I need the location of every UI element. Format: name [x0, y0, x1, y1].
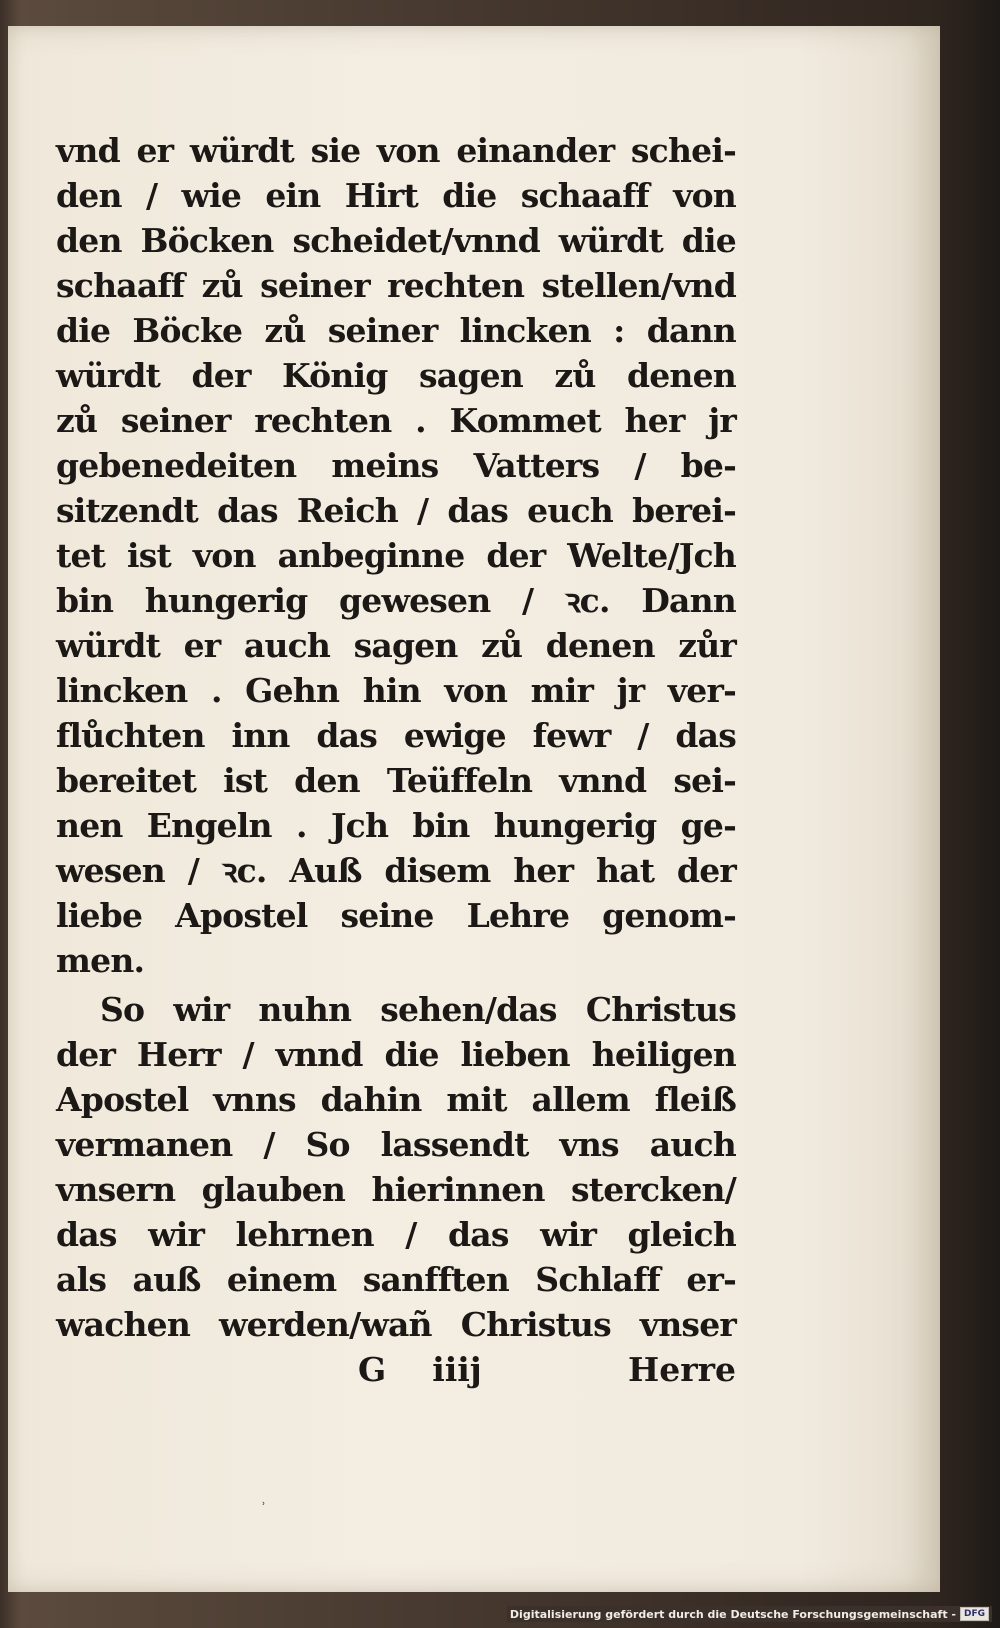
signature-number: iiij	[432, 1350, 482, 1389]
text-line: würdt der König sagen zů denen	[56, 356, 736, 395]
text-line: vnsern glauben hierinnen stercken/	[56, 1170, 736, 1209]
paragraph-1	[56, 128, 736, 983]
text-line: der Herr / vnnd die lieben heiligen	[56, 1035, 736, 1074]
footer-text: Digitalisierung gefördert durch die Deutsche Forschungsgemeinschaft -	[509, 1607, 956, 1621]
text-line: wesen / ꝛc. Auß disem her hat der	[56, 851, 736, 890]
text-line: zů seiner rechten . Kommet her jr	[56, 401, 736, 440]
text-line: vnd er würdt sie von einander schei-	[56, 131, 736, 170]
text-line: gebenedeiten meins Vatters / be-	[56, 446, 736, 485]
text-line: So wir nuhn sehen/das Christus	[100, 990, 736, 1029]
text-line: den / wie ein Hirt die schaaff von	[56, 176, 736, 215]
text-line: schaaff zů seiner rechten stellen/vnd	[56, 266, 736, 305]
text-line: lincken . Gehn hin von mir jr ver-	[56, 671, 736, 710]
body-text	[56, 128, 736, 1392]
signature-mark: G	[358, 1350, 387, 1389]
text-line: wachen werden/wañ Christus vnser	[56, 1305, 736, 1344]
paragraph-2	[56, 987, 736, 1347]
text-line: Apostel vnns dahin mit allem fleiß	[56, 1080, 736, 1119]
text-line: die Böcke zů seiner lincken : dann	[56, 311, 736, 350]
text-line: nen Engeln . Jch bin hungerig ge-	[56, 806, 736, 845]
digitization-footer	[507, 1606, 992, 1622]
text-line: den Böcken scheidet/vnnd würdt die	[56, 221, 736, 260]
text-line: bereitet ist den Teüffeln vnnd sei-	[56, 761, 736, 800]
catchword: Herre	[628, 1350, 736, 1389]
text-line: würdt er auch sagen zů denen zůr	[56, 626, 736, 665]
text-line: das wir lehrnen / das wir gleich	[56, 1215, 736, 1254]
signature-line	[56, 1347, 736, 1392]
text-line: flůchten inn das ewige fewr / das	[56, 716, 736, 755]
book-page	[8, 26, 940, 1592]
text-line: bin hungerig gewesen / ꝛc. Dann	[56, 581, 736, 620]
text-line: als auß einem sanfften Schlaff er-	[56, 1260, 736, 1299]
text-line: vermanen / So lassendt vns auch	[56, 1125, 736, 1164]
page-speck-mark: ʾ	[262, 1500, 266, 1514]
text-line: tet ist von anbeginne der Welte/Jch	[56, 536, 736, 575]
text-line: liebe Apostel seine Lehre genom-	[56, 896, 736, 935]
text-line: sitzendt das Reich / das euch berei-	[56, 491, 736, 530]
text-line: men.	[56, 941, 145, 980]
dfg-logo-icon: DFG	[960, 1607, 989, 1621]
